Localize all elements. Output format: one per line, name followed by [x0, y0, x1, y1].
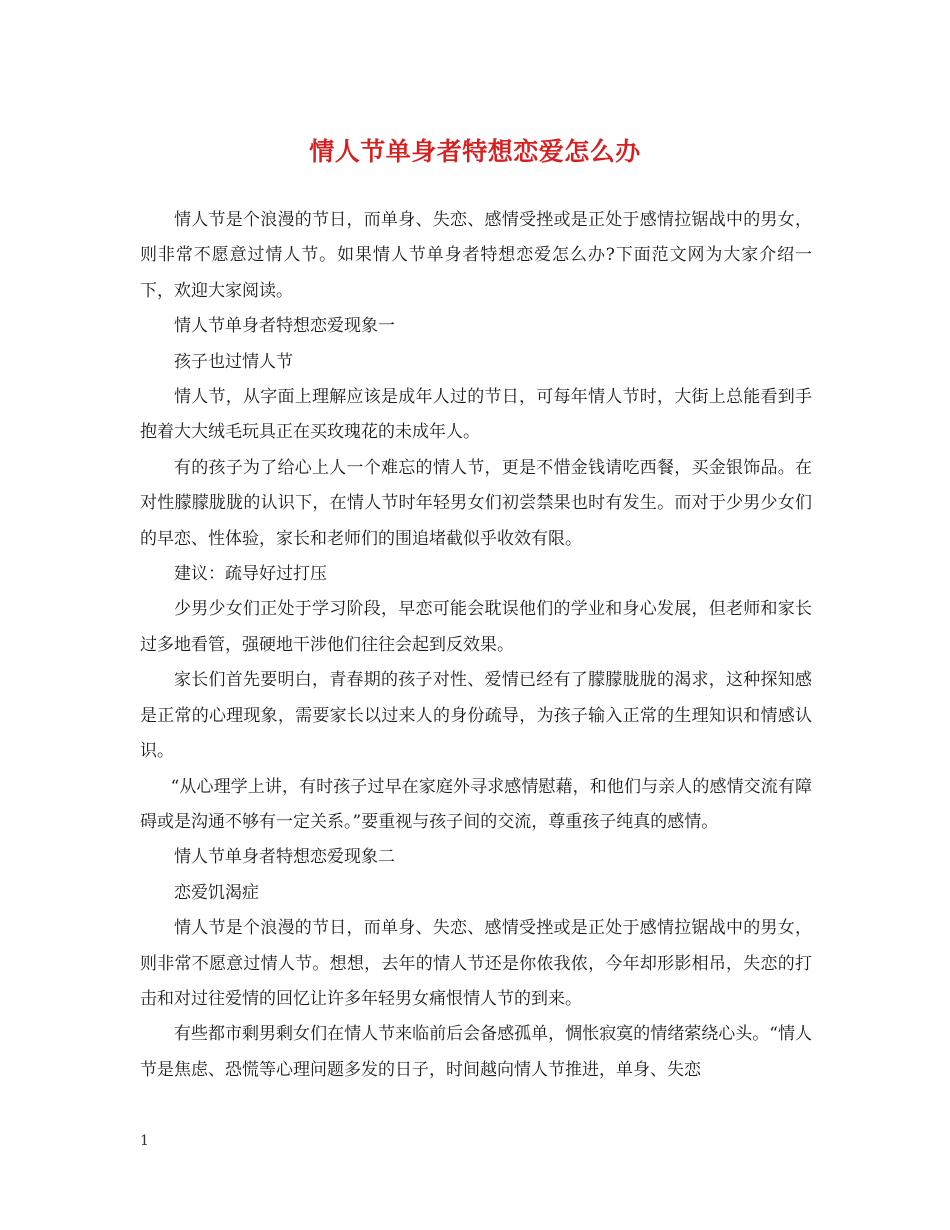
paragraph: 情人节是个浪漫的节日，而单身、失恋、感情受挫或是正处于感情拉锯战中的男女，则非常不愿意过情人节。想想，去年的情人节还是你侬我侬，今年却形影相吊，失恋的打击和对过往爱情的回忆让许多年轻男女痛恨情人节的到来。	[140, 918, 812, 1009]
paragraph: 情人节，从字面上理解应该是成年人过的节日，可每年情人节时，大街上总能看到手抱着大大绒毛玩具正在买玫瑰花的未成年人。	[140, 387, 812, 443]
paragraph: 有的孩子为了给心上人一个难忘的情人节，更是不惜金钱请吃西餐，买金银饰品。在对性朦朦胧胧的认识下，在情人节时年轻男女们初尝禁果也时有发生。而对于少男少女们的早恋、性体验，家长和老师们的围追堵截似乎收效有限。	[140, 457, 812, 549]
document-body	[140, 203, 812, 1088]
document-title: 情人节单身者特想恋爱怎么办	[309, 137, 641, 166]
subheading-suggestion: 建议：疏导好过打压	[174, 564, 327, 585]
paragraph-intro: 情人节是个浪漫的节日，而单身、失恋、感情受挫或是正处于感情拉锯战中的男女，则非常不愿意过情人节。如果情人节单身者特想恋爱怎么办?下面范文网为大家介绍一下，欢迎大家阅读。	[140, 210, 812, 301]
paragraph: 家长们首先要明白，青春期的孩子对性、爱情已经有了朦朦胧胧的渴求，这种探知感是正常的心理现象，需要家长以过来人的身份疏导，为孩子输入正常的生理知识和情感认识。	[140, 670, 812, 762]
subheading-children: 孩子也过情人节	[174, 351, 293, 372]
page-number: 1	[140, 1133, 149, 1149]
paragraph: 有些都市剩男剩女们在情人节来临前后会备感孤单，惆怅寂寞的情绪萦绕心头。“情人节是焦虑、恐慌等心理问题多发的日子，时间越向情人节推进，单身、失恋	[140, 1024, 812, 1080]
subheading-love-hunger: 恋爱饥渴症	[174, 882, 259, 903]
section-heading-2: 情人节单身者特想恋爱现象二	[174, 847, 395, 868]
paragraph: 少男少女们正处于学习阶段，早恋可能会耽误他们的学业和身心发展，但老师和家长过多地看管，强硬地干涉他们往往会起到反效果。	[140, 599, 812, 655]
section-heading-1: 情人节单身者特想恋爱现象一	[174, 316, 395, 337]
paragraph-quote: “从心理学上讲，有时孩子过早在家庭外寻求感情慰藉，和他们与亲人的感情交流有障碍或是沟通不够有一定关系。”要重视与孩子间的交流，尊重孩子纯真的感情。	[140, 776, 812, 832]
